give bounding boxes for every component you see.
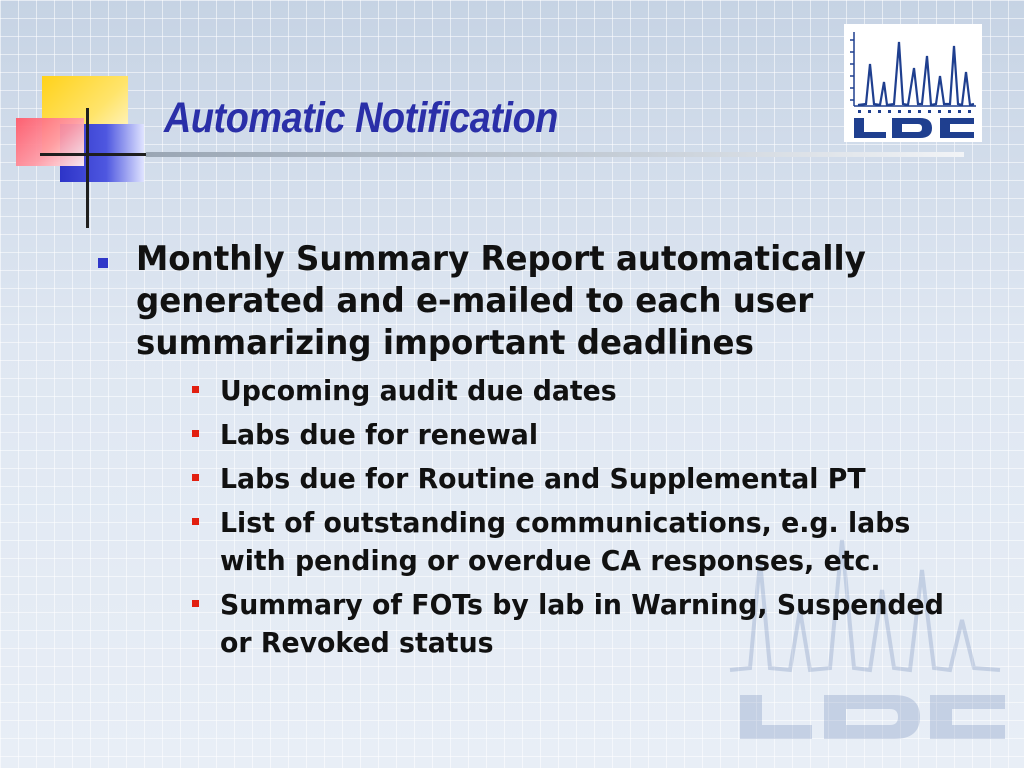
slide-title: Automatic Notification [164,94,558,142]
ldc-logo [844,24,982,142]
list-item [218,372,976,410]
sub-bullet-list [218,372,976,662]
sub-bullet-text: Summary of FOTs by lab in Warning, Suspended or Revoked status [220,588,944,659]
sub-bullet-text: Upcoming audit due dates [220,374,617,407]
vertical-line-decoration [86,108,89,228]
square-bullet-icon [192,386,199,393]
list-item [218,416,976,454]
sub-bullet-text: Labs due for Routine and Supplemental PT [220,462,866,495]
square-bullet-icon [192,518,199,525]
square-bullet-icon [192,430,199,437]
red-square-decoration [16,118,84,166]
square-bullet-icon [192,474,199,481]
title-underline [146,152,964,157]
bullet-list [96,238,976,668]
list-item [218,504,976,580]
sub-bullet-text: Labs due for renewal [220,418,538,451]
horizontal-line-decoration [40,153,148,156]
square-bullet-icon [192,600,199,607]
list-item [218,586,976,662]
sub-bullet-text: List of outstanding communications, e.g. labs with pending or overdue CA responses, etc. [220,506,911,577]
list-item [96,238,976,662]
bullet-text: Monthly Summary Report automatically generated and e-mailed to each user summarizing important deadlines [136,239,866,363]
square-bullet-icon [98,258,108,268]
list-item [218,460,976,498]
ldc-spectrum-logo-icon [844,24,982,142]
